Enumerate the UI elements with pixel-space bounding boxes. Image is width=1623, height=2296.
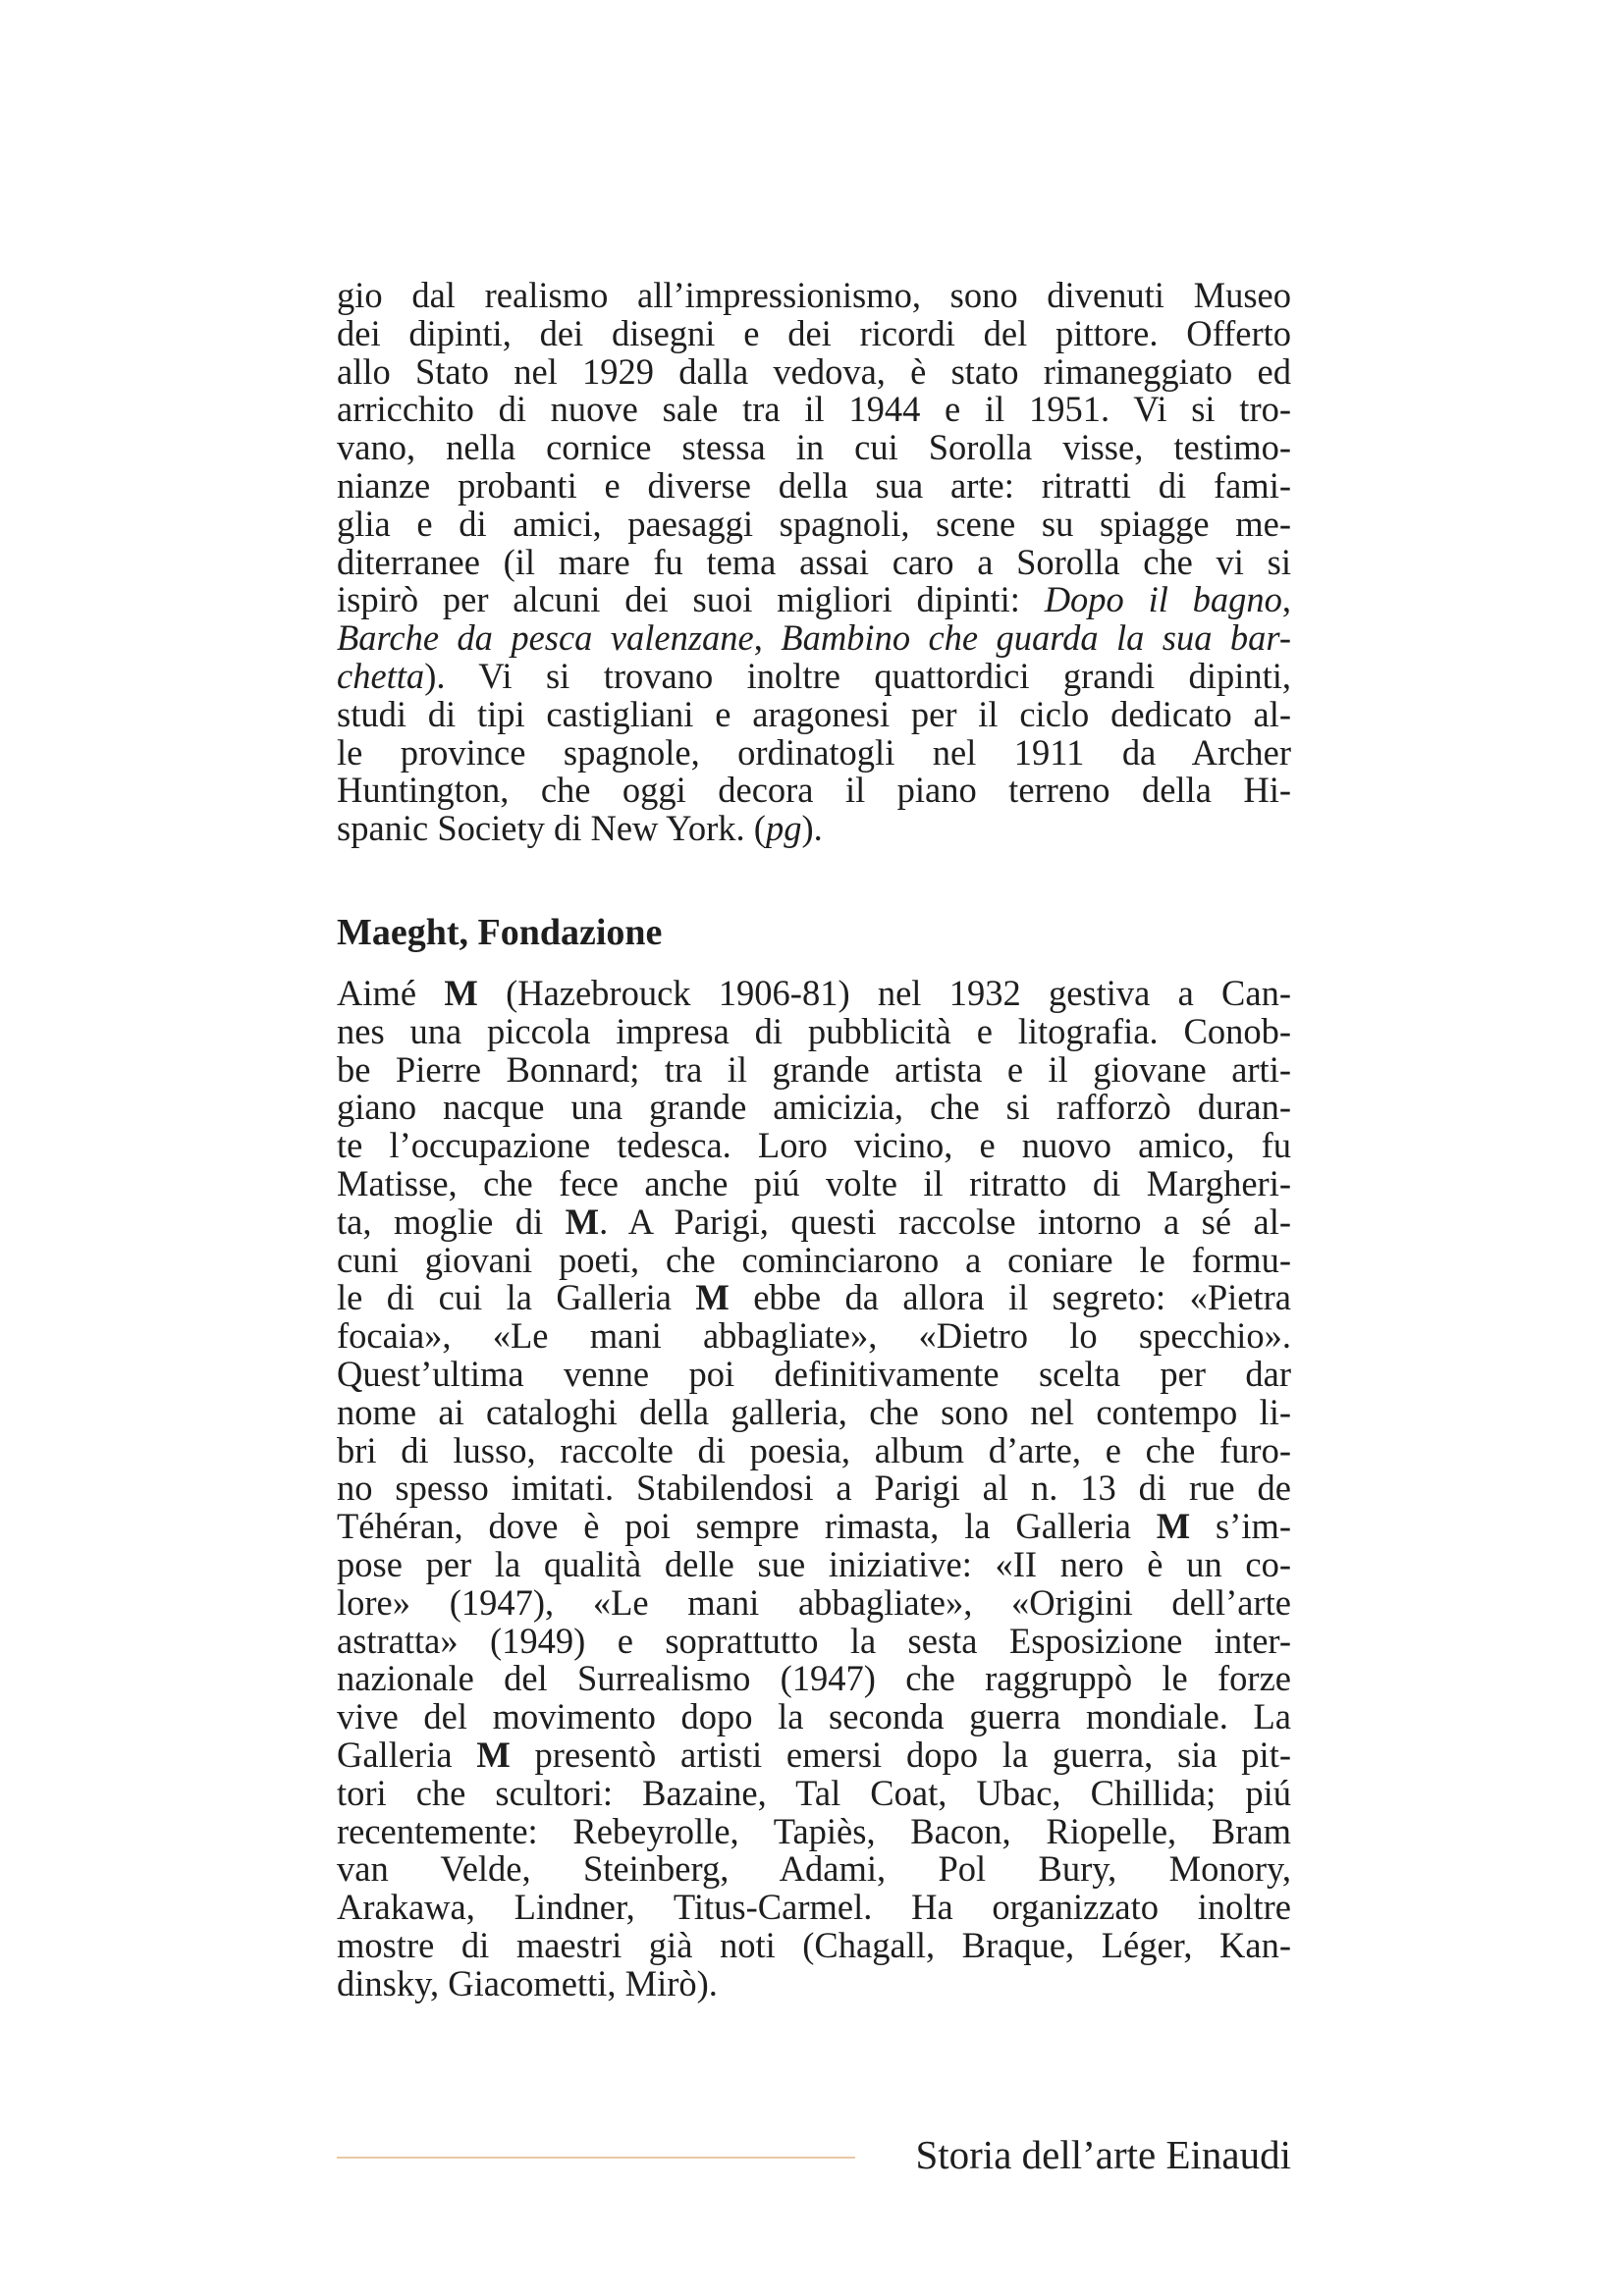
text-run: spanic Society di New York. ( bbox=[337, 808, 766, 849]
author-initials: pg bbox=[765, 808, 802, 849]
text-line: studi di tipi castigliani e aragonesi per il ciclo dedicato al- bbox=[337, 693, 1291, 734]
text-line: gio dal realismo all’impressionismo, sono divenuti Museo bbox=[337, 275, 1291, 315]
text-line: cuni giovani poeti, che cominciarono a coniare le formu- bbox=[337, 1239, 1291, 1280]
text-run: ta, moglie di bbox=[337, 1201, 566, 1242]
maeght-entry-body bbox=[337, 975, 1291, 2003]
artwork-title: Barche da pesca valenzane bbox=[337, 617, 754, 659]
text-line bbox=[337, 1736, 1291, 1775]
text-line: diterranee (il mare fu tema assai caro a Sorolla che vi si bbox=[337, 541, 1291, 582]
text-line: Quest’ultima venne poi definitivamente scelta per dar bbox=[337, 1353, 1291, 1394]
text-line bbox=[337, 655, 1291, 696]
text-run: , bbox=[1281, 579, 1291, 620]
text-line: allo Stato nel 1929 dalla vedova, è stato rimaneggiato ed bbox=[337, 350, 1291, 392]
entry-abbreviation: M bbox=[565, 1201, 600, 1242]
text-line: vano, nella cornice stessa in cui Sorolla visse, testimo- bbox=[337, 427, 1291, 468]
sorolla-entry-continuation bbox=[337, 277, 1291, 848]
text-line: mostre di maestri già noti (Chagall, Braque, Léger, Kan- bbox=[337, 1924, 1291, 1965]
maeght-paragraph bbox=[337, 975, 1291, 2003]
text-run: (Hazebrouck 1906-81) nel 1932 gestiva a Can- bbox=[477, 973, 1291, 1013]
text-line: pose per la qualità delle sue iniziative: «II nero è un co- bbox=[337, 1543, 1291, 1584]
text-line: le province spagnole, ordinatogli nel 1911 da Archer bbox=[337, 731, 1291, 773]
text-line: tori che scultori: Bazaine, Tal Coat, Ubac, Chillida; piú bbox=[337, 1772, 1291, 1813]
footer-rule bbox=[337, 2157, 855, 2159]
text-line: astratta» (1949) e soprattutto la sesta Esposizione inter- bbox=[337, 1620, 1291, 1661]
text-line: glia e di amici, paesaggi spagnoli, scene su spiagge me- bbox=[337, 503, 1291, 544]
text-line: focaia», «Le mani abbagliate», «Dietro lo specchio». bbox=[337, 1315, 1291, 1357]
text-line: recentemente: Rebeyrolle, Tapiès, Bacon, Riopelle, Bram bbox=[337, 1810, 1291, 1851]
text-run: le di cui la Galleria bbox=[337, 1277, 696, 1318]
text-line bbox=[337, 810, 1291, 848]
artwork-title: Bambino che guarda la sua bar- bbox=[781, 617, 1291, 659]
text-line: van Velde, Steinberg, Adami, Pol Bury, Monory, bbox=[337, 1848, 1291, 1890]
text-line bbox=[337, 975, 1291, 1013]
text-line: dinsky, Giacometti, Mirò). bbox=[337, 1962, 718, 2003]
text-line bbox=[337, 1279, 1291, 1317]
text-line: Arakawa, Lindner, Titus-Carmel. Ha organizzato inoltre bbox=[337, 1887, 1291, 1928]
text-line bbox=[337, 1508, 1291, 1546]
artwork-title: chetta bbox=[337, 655, 425, 696]
text-line: vive del movimento dopo la seconda guerra mondiale. La bbox=[337, 1696, 1291, 1737]
text-run: Aimé bbox=[337, 973, 445, 1013]
text-run: Téhéran, dove è poi sempre rimasta, la Galleria bbox=[337, 1506, 1157, 1547]
text-line: lore» (1947), «Le mani abbagliate», «Origini dell’arte bbox=[337, 1581, 1291, 1623]
text-line bbox=[337, 581, 1291, 619]
sorolla-paragraph bbox=[337, 277, 1291, 848]
text-line: nianze probanti e diverse della sua arte: ritratti di fami- bbox=[337, 464, 1291, 506]
text-line bbox=[337, 1203, 1291, 1242]
entry-abbreviation: M bbox=[476, 1734, 511, 1775]
artwork-title: Dopo il bagno bbox=[1044, 579, 1282, 620]
text-run: ispirò per alcuni dei suoi migliori dipinti: bbox=[337, 579, 1045, 620]
text-line: no spesso imitati. Stabilendosi a Parigi al n. 13 di rue de bbox=[337, 1468, 1291, 1509]
entry-abbreviation: M bbox=[1156, 1506, 1191, 1547]
text-run: presentò artisti emersi dopo la guerra, sia pit- bbox=[510, 1734, 1291, 1775]
text-line: arricchito di nuove sale tra il 1944 e il 1951. Vi si tro- bbox=[337, 389, 1291, 430]
text-line: nome ai cataloghi della galleria, che sono nel contempo li- bbox=[337, 1391, 1291, 1432]
text-run: ebbe da allora il segreto: «Pietra bbox=[729, 1277, 1292, 1318]
text-line: bri di lusso, raccolte di poesia, album d’arte, e che furo- bbox=[337, 1429, 1291, 1470]
text-line: Matisse, che fece anche piú volte il ritratto di Margheri- bbox=[337, 1162, 1291, 1203]
text-run: ). bbox=[801, 808, 823, 849]
text-run: . A Parigi, questi raccolse intorno a sé al- bbox=[599, 1201, 1291, 1242]
text-line bbox=[337, 619, 1291, 658]
text-line: be Pierre Bonnard; tra il grande artista e il giovane arti- bbox=[337, 1048, 1291, 1090]
text-run: , bbox=[753, 617, 782, 659]
entry-title: Maeght, Fondazione bbox=[337, 912, 663, 953]
text-run: s’im- bbox=[1190, 1506, 1292, 1547]
text-line: giano nacque una grande amicizia, che si rafforzò duran- bbox=[337, 1087, 1291, 1128]
text-line: nes una piccola impresa di pubblicità e litografia. Conob- bbox=[337, 1010, 1291, 1051]
text-line: te l’occupazione tedesca. Loro vicino, e nuovo amico, fu bbox=[337, 1125, 1291, 1166]
text-run: ). Vi si trovano inoltre quattordici grandi dipinti, bbox=[424, 655, 1291, 696]
entry-abbreviation: M bbox=[695, 1277, 730, 1318]
text-line: nazionale del Surrealismo (1947) che raggruppò le forze bbox=[337, 1658, 1291, 1699]
text-line: dei dipinti, dei disegni e dei ricordi del pittore. Offerto bbox=[337, 312, 1291, 353]
entry-abbreviation: M bbox=[444, 973, 478, 1013]
footer-publication-title: Storia dell’arte Einaudi bbox=[915, 2132, 1291, 2177]
text-run: Galleria bbox=[337, 1734, 477, 1775]
text-line: Huntington, che oggi decora il piano terreno della Hi- bbox=[337, 770, 1291, 811]
